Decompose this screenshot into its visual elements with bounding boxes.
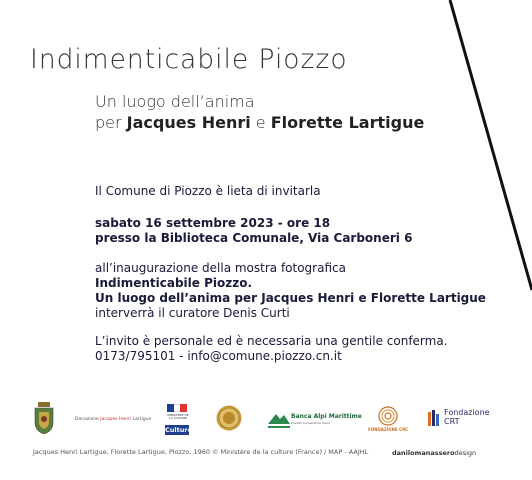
- french-flag-icon: [167, 404, 187, 412]
- fondazione-crt-logo: [428, 408, 494, 430]
- crt-bars-icon: [428, 410, 439, 426]
- donazione-prefix: Donazione: [75, 417, 99, 422]
- subtitle-line-2: [95, 112, 424, 133]
- crt-line-2: CRT: [444, 417, 460, 426]
- bank-name: Banca Alpi Marittime: [291, 413, 362, 420]
- ministry-label: MINISTÈRE DE LA CULTURE: [167, 413, 189, 420]
- subtitle-conj: e: [255, 113, 266, 132]
- banca-alpi-marittime-logo: [268, 409, 362, 431]
- event-date: sabato 16 settembre 2023 - ore 18: [95, 216, 331, 230]
- main-title: Indimenticabile Piozzo: [30, 44, 348, 75]
- donazione-suffix: Lartigue: [132, 417, 152, 422]
- exhibition-block: [95, 261, 486, 321]
- gold-medal-icon: [216, 405, 242, 431]
- crc-label: FONDAZIONE CRC: [368, 427, 409, 432]
- invitation-intro-block: [95, 184, 475, 199]
- crt-text: [444, 408, 490, 426]
- event-place: presso la Biblioteca Comunale, Via Carboneri 6: [95, 231, 413, 245]
- signature-bold: danilomanassero: [392, 449, 455, 457]
- rsvp-text: L’invito è personale ed è necessaria una gentile conferma.: [95, 334, 448, 348]
- subtitle: [95, 91, 424, 133]
- exhibit-title-1: Indimenticabile Piozzo.: [95, 276, 253, 290]
- subtitle-per: per: [95, 113, 122, 132]
- culture-label: Culture: [165, 426, 192, 434]
- exhibit-title-2: Un luogo dell’anima per Jacques Henri e Florette Lartigue: [95, 291, 486, 305]
- donazione-lartigue-logo: [75, 417, 151, 422]
- designer-signature: [392, 449, 476, 457]
- invitation-intro: Il Comune di Piozzo è lieta di invitarla: [95, 184, 321, 198]
- signature-rest: design: [454, 449, 477, 457]
- bank-mountain-icon: [268, 410, 290, 430]
- curator-text: interverrà il curatore Denis Curti: [95, 306, 290, 320]
- rsvp-block: [95, 334, 475, 364]
- ministere-culture-logo: [163, 404, 191, 436]
- piozzo-crest-icon: [33, 402, 55, 434]
- inauguration-text: all’inaugurazione della mostra fotografica: [95, 261, 346, 275]
- contact-text: 0173/795101 - info@comune.piozzo.cn.it: [95, 349, 342, 363]
- subtitle-name-1: Jacques Henri: [126, 113, 251, 132]
- crc-rings-icon: [376, 405, 400, 427]
- crt-line-1: Fondazione: [444, 408, 490, 417]
- bank-subtitle: Credito Cooperativo Carrù: [291, 421, 331, 425]
- fondazione-crc-logo: [368, 405, 408, 435]
- subtitle-line-1: Un luogo dell’anima: [95, 92, 255, 111]
- sponsor-logos: [0, 400, 532, 440]
- event-details-block: [95, 216, 475, 246]
- donazione-name: Jacques Henri: [100, 417, 132, 422]
- subtitle-name-2: Florette Lartigue: [270, 113, 425, 132]
- photo-credit: Jacques Henri Lartigue, Florette Lartigue, Piozzo, 1960 © Ministère de la culture (France) / MAP - AAJHL: [33, 448, 369, 456]
